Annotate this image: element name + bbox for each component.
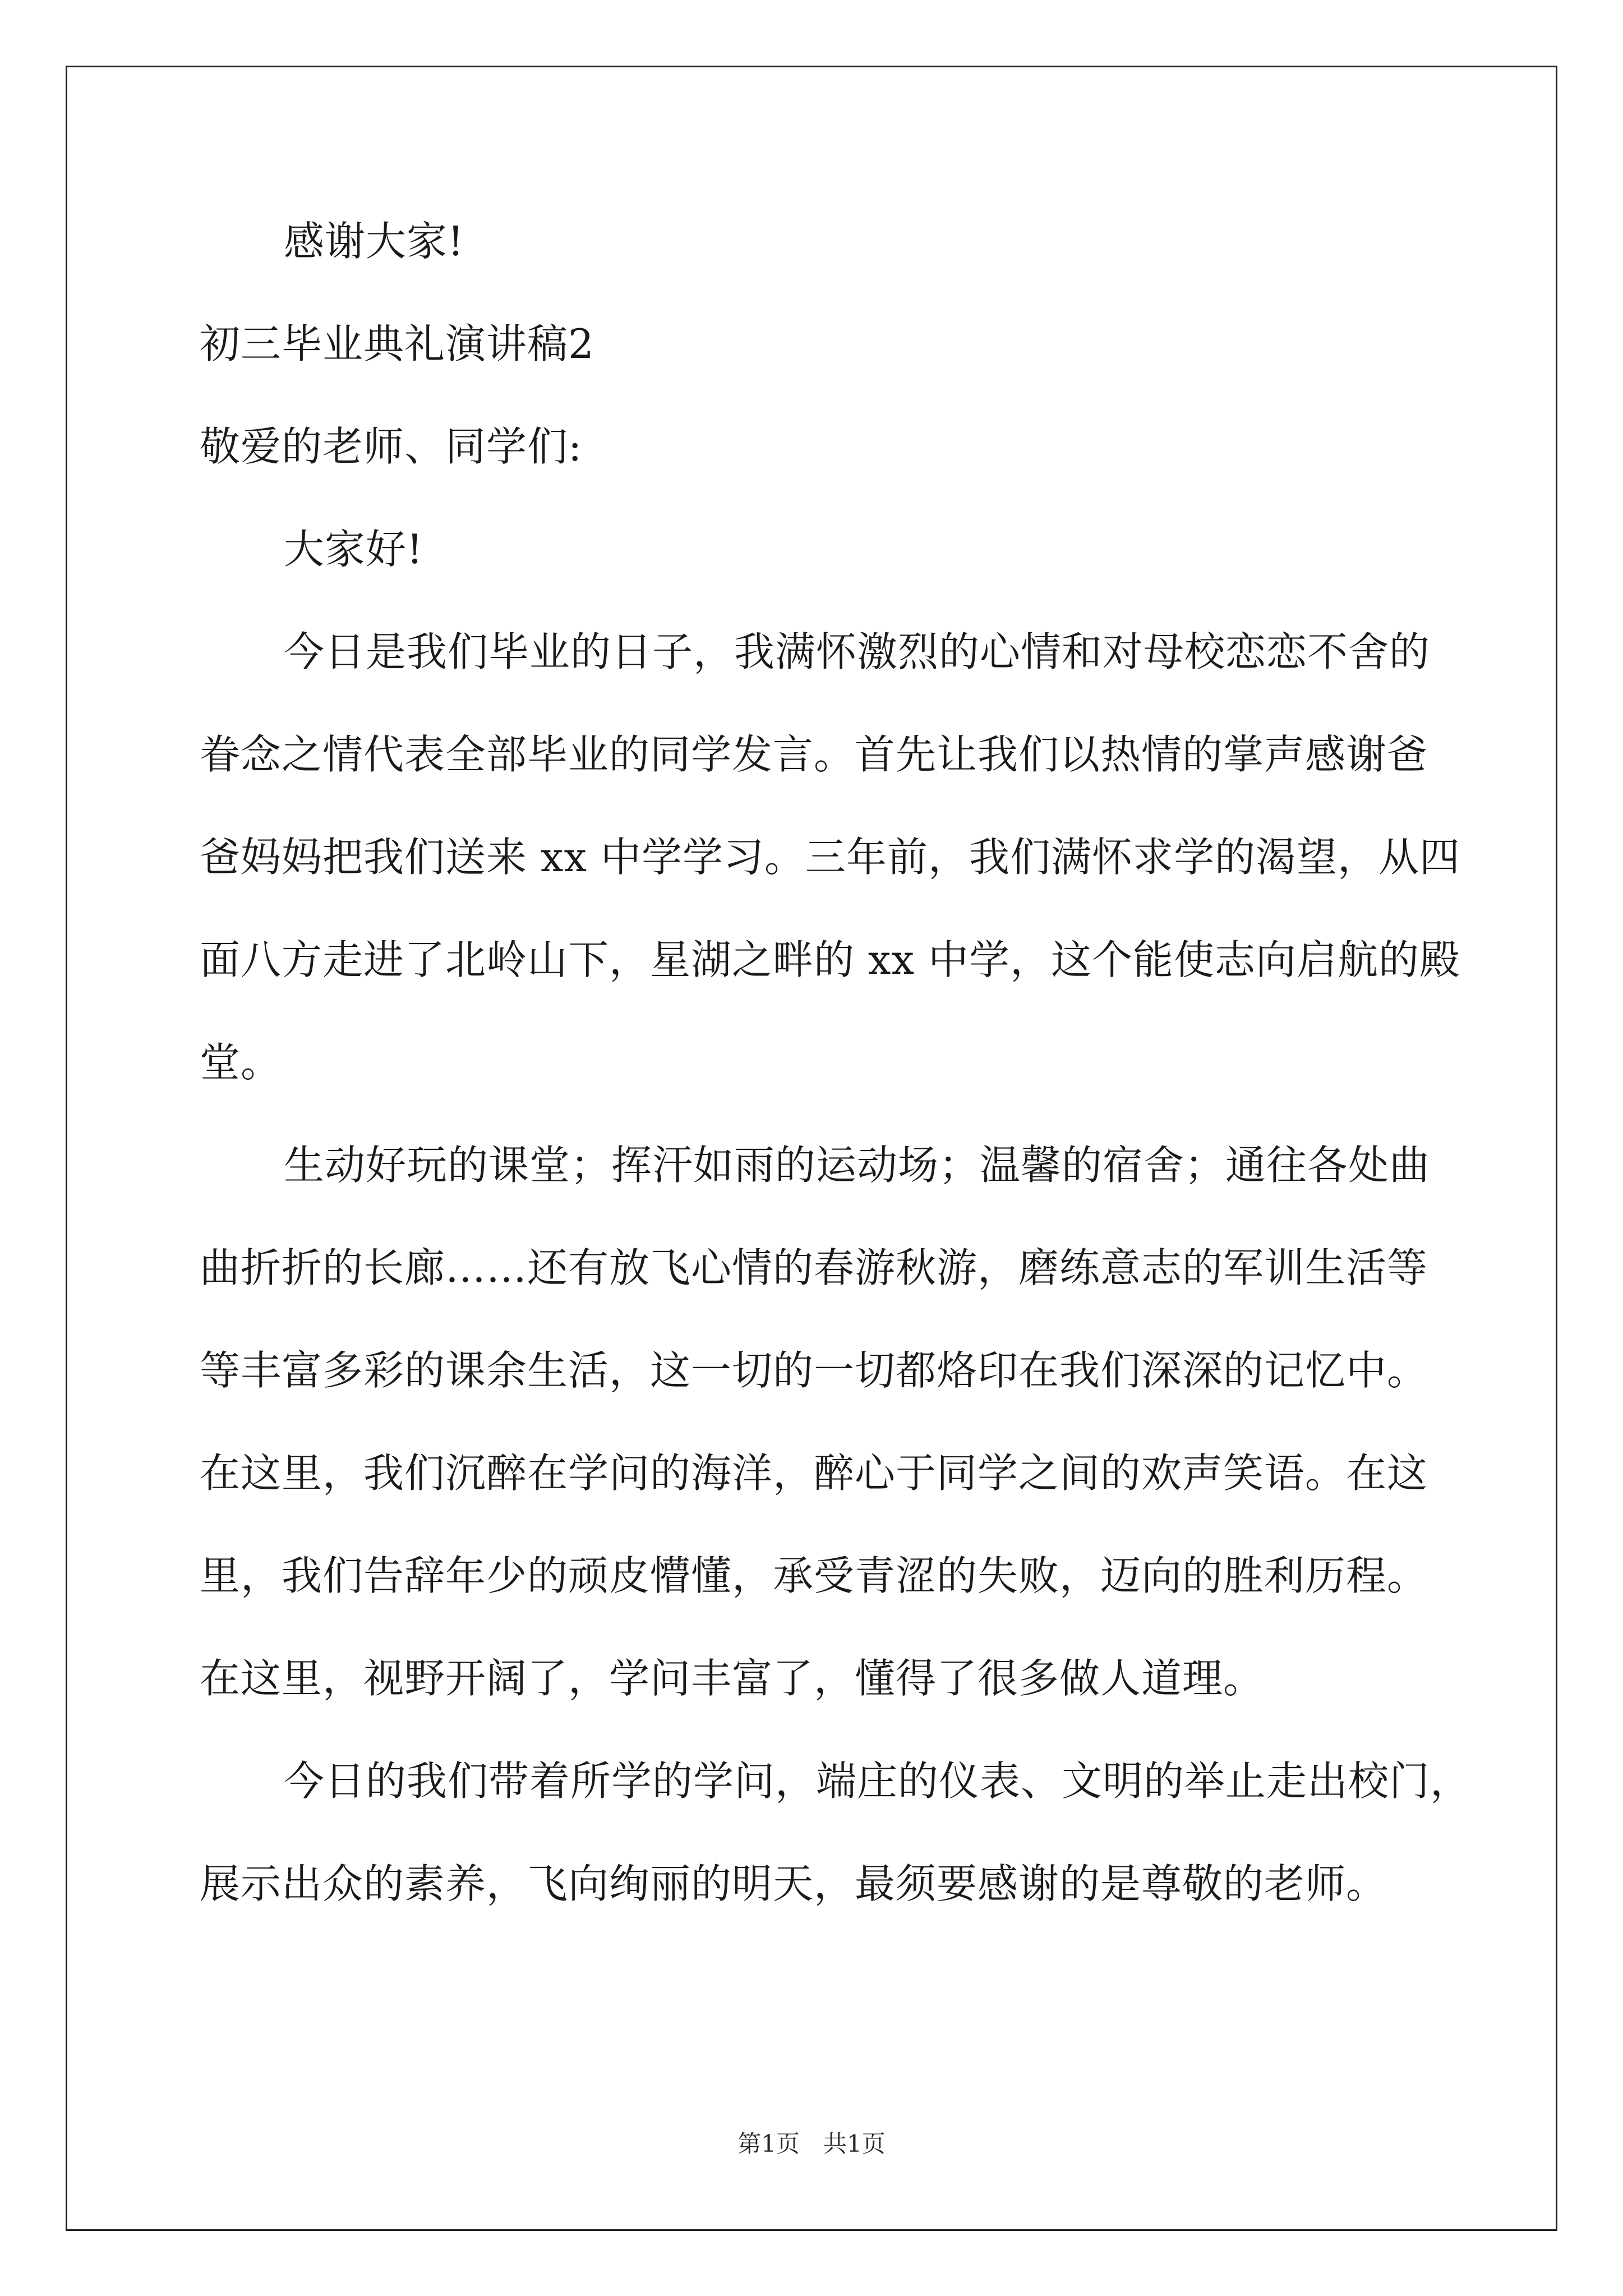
paragraph-line: 在这里，我们沉醉在学问的海洋，醉心于同学之间的欢声笑语。在这	[200, 1450, 1428, 1497]
paragraph-line: 爸妈妈把我们送来 xx 中学学习。三年前，我们满怀求学的渴望，从四	[200, 834, 1460, 881]
paragraph-line: 里，我们告辞年少的顽皮懵懂，承受青涩的失败，迈向的胜利历程。	[200, 1552, 1428, 1599]
paragraph-line: 面八方走进了北岭山下，星湖之畔的 xx 中学，这个能使志向启航的殿	[200, 936, 1460, 983]
paragraph-line: 今日的我们带着所学的学问，端庄的仪表、文明的举止走出校门，	[284, 1757, 1472, 1805]
greeting: 大家好!	[284, 526, 423, 573]
speech-title: 初三毕业典礼演讲稿2	[200, 320, 594, 367]
paragraph-line: 展示出众的素养，飞向绚丽的明天，最须要感谢的是尊敬的老师。	[200, 1860, 1387, 1907]
page-footer: 第1页 共1页	[737, 2130, 886, 2157]
paragraph-line: 生动好玩的课堂；挥汗如雨的运动场；温馨的宿舍；通往各处曲	[284, 1142, 1431, 1189]
paragraph-line: 在这里，视野开阔了，学问丰富了，懂得了很多做人道理。	[200, 1655, 1265, 1702]
paragraph-line: 眷念之情代表全部毕业的同学发言。首先让我们以热情的掌声感谢爸	[200, 731, 1428, 778]
paragraph-line: 等丰富多彩的课余生活，这一切的一切都烙印在我们深深的记忆中。	[200, 1347, 1428, 1394]
paragraph-line: 今日是我们毕业的日子，我满怀激烈的心情和对母校恋恋不舍的	[284, 628, 1431, 675]
salutation: 敬爱的老师、同学们:	[200, 423, 583, 470]
paragraph-line: 堂。	[200, 1039, 282, 1086]
paragraph-line: 曲折折的长廊……还有放飞心情的春游秋游，磨练意志的军训生活等	[200, 1244, 1428, 1291]
closing-line: 感谢大家!	[284, 218, 464, 265]
